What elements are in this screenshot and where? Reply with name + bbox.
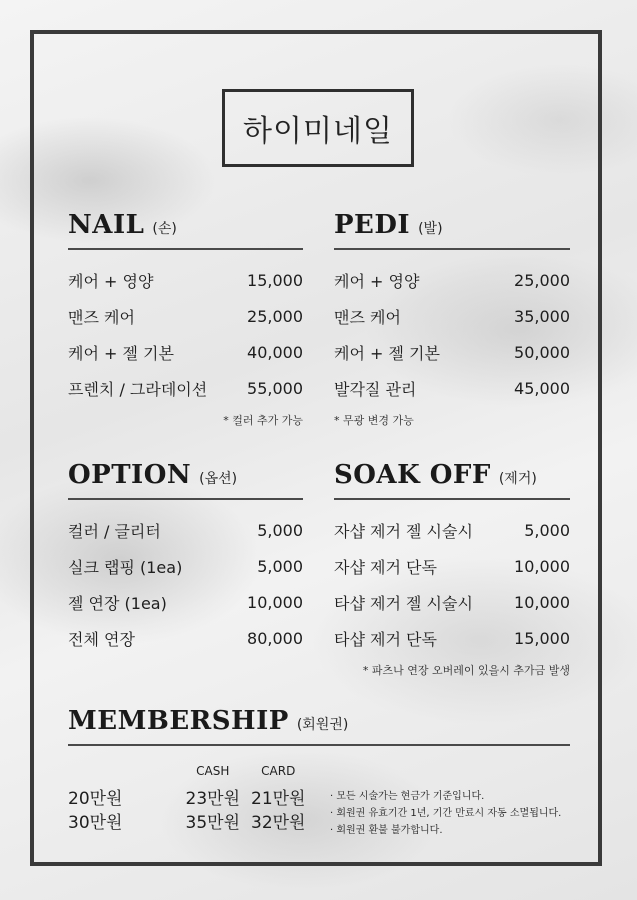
item-label: 컬러 / 글리터	[68, 521, 161, 541]
item-price: 25,000	[514, 270, 570, 290]
pedi-subtitle: (발)	[418, 221, 443, 237]
card-price: 32만원	[251, 812, 306, 833]
nail-header	[68, 210, 303, 250]
nail-section	[68, 210, 303, 428]
menu-item	[334, 334, 570, 370]
item-label: 실크 랩핑 (1ea)	[68, 557, 183, 577]
menu-item	[334, 584, 570, 620]
membership-note: · 모든 시술가는 현금가 기준입니다.	[330, 791, 485, 802]
menu-item	[68, 370, 303, 406]
item-label: 케어 + 영양	[68, 271, 154, 291]
menu-item	[334, 548, 570, 584]
item-price: 40,000	[247, 342, 303, 362]
item-price: 35,000	[514, 306, 570, 326]
soak-off-subtitle: (제거)	[498, 471, 537, 487]
menu-item	[68, 512, 303, 548]
membership-note: · 회원권 환불 불가합니다.	[330, 825, 443, 836]
item-price: 5,000	[524, 520, 570, 540]
pedi-note: * 무광 변경 가능	[334, 414, 414, 427]
item-price: 45,000	[514, 378, 570, 398]
membership-amount: 20만원	[68, 788, 123, 809]
table-row	[68, 784, 308, 808]
menu-item	[68, 262, 303, 298]
item-label: 젤 연장 (1ea)	[68, 593, 167, 613]
item-price: 25,000	[247, 306, 303, 326]
item-label: 자샵 제거 단독	[334, 557, 437, 577]
membership-header	[68, 706, 570, 746]
menu-item	[334, 512, 570, 548]
cash-column-header: CASH	[196, 764, 230, 778]
item-price: 10,000	[247, 592, 303, 612]
membership-notes	[330, 788, 580, 839]
item-price: 80,000	[247, 628, 303, 648]
item-label: 타샵 제거 단독	[334, 629, 437, 649]
menu-item	[68, 584, 303, 620]
membership-amount: 30만원	[68, 812, 123, 833]
cash-price: 23만원	[185, 788, 241, 809]
item-price: 15,000	[247, 270, 303, 290]
pedi-title: PEDI	[334, 210, 411, 240]
item-price: 5,000	[257, 556, 303, 576]
item-label: 프렌치 / 그라데이션	[68, 379, 208, 399]
item-price: 55,000	[247, 378, 303, 398]
option-section	[68, 460, 303, 656]
nail-title: NAIL	[68, 210, 145, 240]
item-label: 케어 + 영양	[334, 271, 420, 291]
menu-item	[68, 334, 303, 370]
nail-subtitle: (손)	[152, 221, 177, 237]
item-price: 5,000	[257, 520, 303, 540]
item-label: 타샵 제거 젤 시술시	[334, 593, 473, 613]
soak-off-section	[334, 460, 570, 678]
menu-item	[334, 262, 570, 298]
menu-item	[334, 620, 570, 656]
membership-subtitle: (회원권)	[296, 717, 349, 733]
soak-off-note: * 파츠나 연장 오버레이 있을시 추가금 발생	[362, 664, 570, 677]
card-column-header: CARD	[261, 764, 296, 778]
shop-title: 하이미네일	[222, 89, 414, 167]
cash-price: 35만원	[185, 812, 241, 833]
membership-table	[68, 764, 308, 832]
option-header	[68, 460, 303, 500]
soak-off-title: SOAK OFF	[334, 460, 491, 490]
membership-section	[68, 706, 570, 836]
item-price: 10,000	[514, 592, 570, 612]
item-label: 전체 연장	[68, 629, 135, 649]
menu-item	[334, 370, 570, 406]
option-title: OPTION	[68, 460, 192, 490]
item-label: 맨즈 케어	[334, 307, 401, 327]
option-subtitle: (옵션)	[199, 471, 238, 487]
table-row	[68, 808, 308, 832]
item-label: 발각질 관리	[334, 379, 417, 399]
item-label: 맨즈 케어	[68, 307, 135, 327]
menu-item	[68, 620, 303, 656]
nail-note: * 컬러 추가 가능	[223, 414, 303, 427]
pedi-section	[334, 210, 570, 428]
item-price: 15,000	[514, 628, 570, 648]
pedi-header	[334, 210, 570, 250]
menu-item	[68, 298, 303, 334]
card-price: 21만원	[251, 788, 306, 809]
membership-table-header	[68, 764, 308, 784]
item-label: 케어 + 젤 기본	[334, 343, 440, 363]
membership-title: MEMBERSHIP	[68, 706, 289, 736]
item-label: 케어 + 젤 기본	[68, 343, 174, 363]
soak-off-header	[334, 460, 570, 500]
membership-note: · 회원권 유효기간 1년, 기간 만료시 자동 소멸됩니다.	[330, 808, 562, 819]
menu-item	[68, 548, 303, 584]
item-label: 자샵 제거 젤 시술시	[334, 521, 473, 541]
menu-item	[334, 298, 570, 334]
item-price: 50,000	[514, 342, 570, 362]
item-price: 10,000	[514, 556, 570, 576]
